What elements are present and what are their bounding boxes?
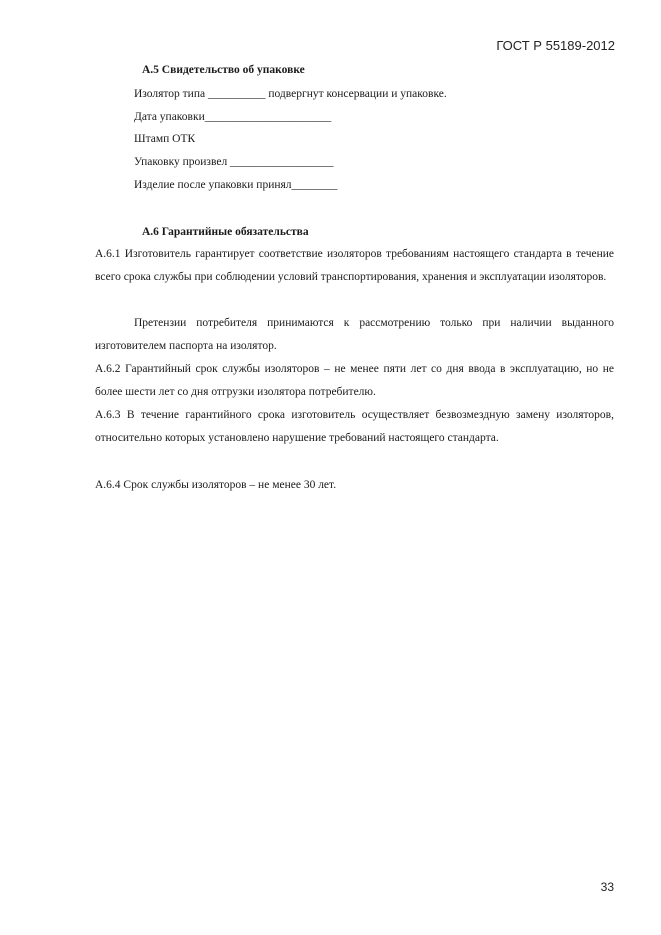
section-a6-title: А.6 Гарантийные обязательства bbox=[142, 226, 309, 238]
paragraph-a6-3: А.6.3 В течение гарантийного срока изготовитель осуществляет безвозмездную замену изоляторов, относительно которых установлено нарушение требований настоящего стандарта. bbox=[95, 409, 614, 444]
form-line-insulator-type: Изолятор типа __________ подвергнут консервации и упаковке. bbox=[134, 88, 447, 100]
section-a5-title: А.5 Свидетельство об упаковке bbox=[142, 64, 305, 76]
form-line-otk-stamp: Штамп ОТК bbox=[134, 133, 196, 145]
form-line-packing-date: Дата упаковки______________________ bbox=[134, 111, 332, 123]
page-number: 33 bbox=[600, 880, 614, 894]
standard-code: ГОСТ Р 55189-2012 bbox=[496, 38, 615, 53]
form-line-accepted-by: Изделие после упаковки принял________ bbox=[134, 179, 338, 191]
paragraph-a6-1: А.6.1 Изготовитель гарантирует соответствие изоляторов требованиям настоящего стандарта в течение всего срока службы при соблюдении условий транспортирования, хранения и эксплуатации изоляторов. bbox=[95, 248, 614, 283]
form-line-packed-by: Упаковку произвел __________________ bbox=[134, 156, 334, 168]
paragraph-a6-4: А.6.4 Срок службы изоляторов – не менее 30 лет. bbox=[95, 479, 337, 491]
paragraph-claims: Претензии потребителя принимаются к рассмотрению только при наличии выданного изготовителем паспорта на изолятор. bbox=[95, 317, 614, 352]
paragraph-a6-2: А.6.2 Гарантийный срок службы изоляторов – не менее пяти лет со дня ввода в эксплуатацию, но не более шести лет со дня отгрузки изолятора потребителю. bbox=[95, 363, 614, 398]
